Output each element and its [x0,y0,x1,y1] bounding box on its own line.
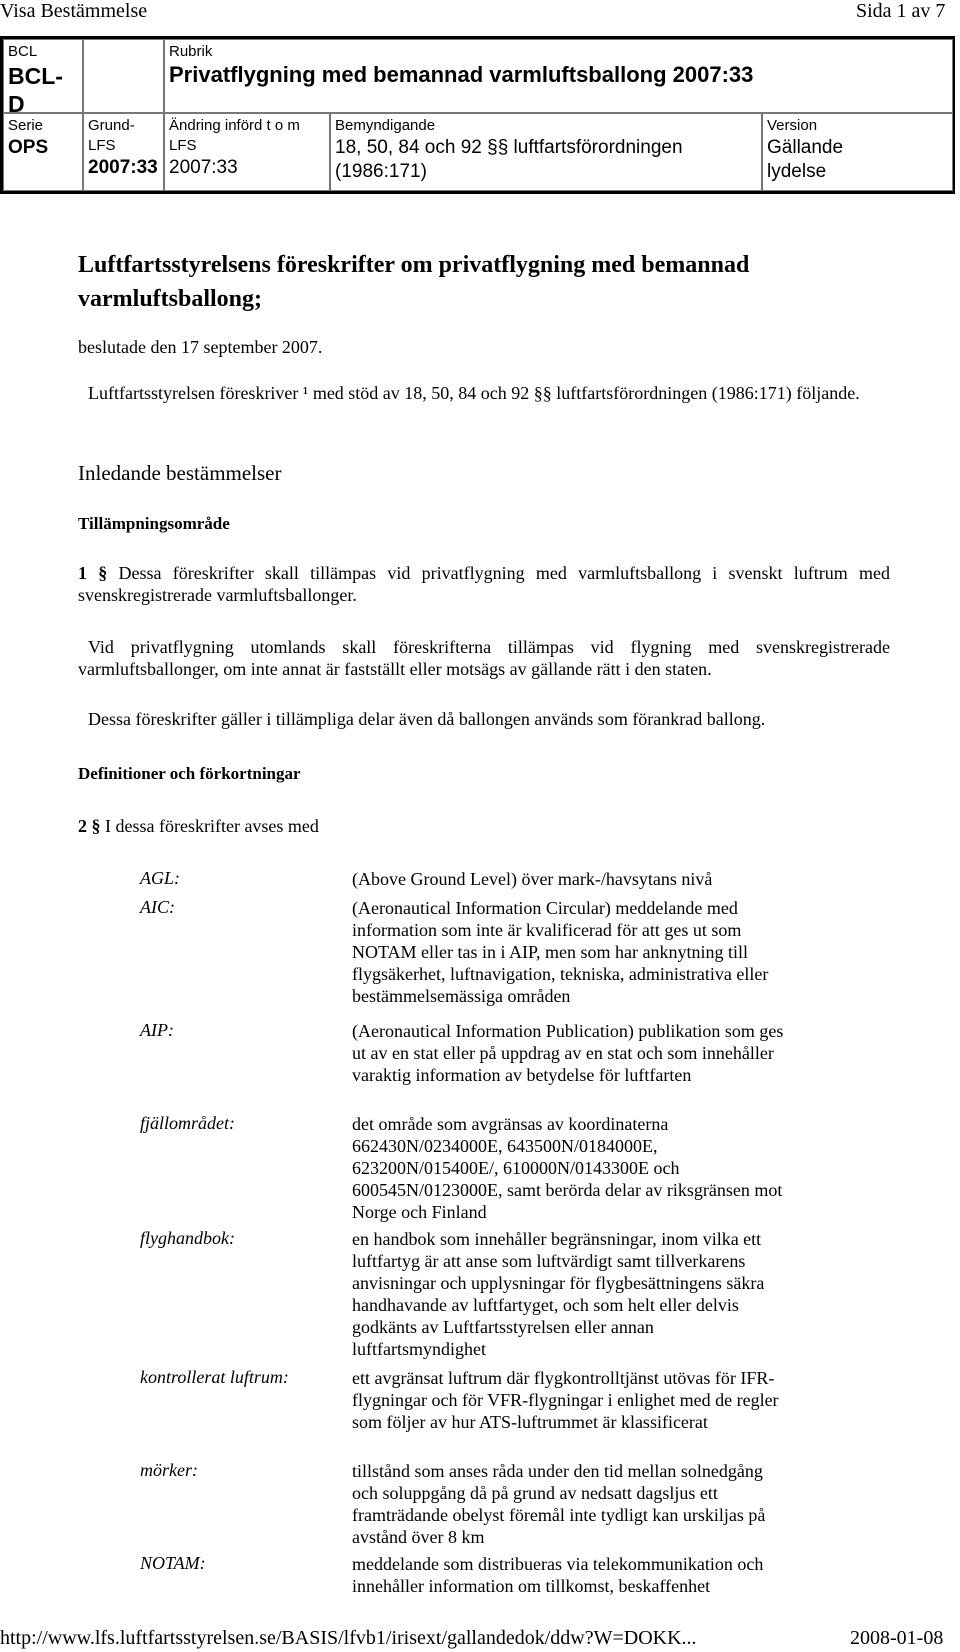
blank-cell [83,39,164,113]
andring-cell [164,113,330,191]
definition-term: NOTAM: [140,1553,206,1573]
bemyndigande-label: Bemyndigande [335,117,436,134]
print-date: 2008-01-08 [850,1627,944,1649]
definition-term: AIC: [140,897,175,917]
bemyndigande-value: 18, 50, 84 och 92 §§ luftfartsförordningen (1986:171) [335,137,683,182]
preamble: Luftfartsstyrelsen föreskriver ¹ med stöd av 18, 50, 84 och 92 §§ luftfartsförordningen (1986:171) följande. [88,383,860,403]
definition-text: ett avgränsat luftrum där flygkontrolltjänst utövas för IFR-flygningar och för VFR-flygningar i enlighet med de regler som följer av hur ATS-luftrummet är klassificerat [352,1368,779,1432]
definition-term: flyghandbok: [140,1228,235,1248]
definition-term: AIP: [140,1020,174,1040]
definition-text: det område som avgränsas av koordinaterna 662430N/0234000E, 643500N/0184000E, 623200N/015400E/, 610000N/0143300E och 600545N/0123000E, samt berörda delar av riksgränsen mot Norge och Finland [352,1114,783,1222]
section-heading-inledande: Inledande bestämmelser [78,461,282,485]
bemyndigande-cell [330,113,762,191]
andring-label: Ändring införd t o m LFS [169,117,300,154]
serie-cell [3,113,83,191]
page-number: Sida 1 av 7 [856,0,946,22]
rubrik-cell [164,39,953,113]
paragraph-1b: Vid privatflygning utomlands skall föreskrifterna tillämpas vid flygning med svenskregistrerade varmluftsballonger, om inte annat är fastställt eller motsägs av gällande rätt i den staten. [78,637,890,679]
paragraph-1 [78,562,890,606]
definition-text: (Aeronautical Information Circular) meddelande med information som inte är kvalificerad för att ges ut som NOTAM eller tas in i AIP, men som har anknytning till flygsäkerhet, luftnavigation, tekniska, administrativa eller bestämmelsemässiga områden [352,898,769,1006]
bcl-label: BCL [8,43,38,60]
paragraph-2 [78,815,890,837]
definition-text: tillstånd som anses råda under den tid mellan solnedgång och soluppgång då på grund av nedsatt dagsljus ett framträdande obelyst föremål inte tydligt kan urskiljas på avstånd över 8 km [352,1461,766,1547]
grund-value: 2007:33 [88,157,158,178]
definition-term: kontrollerat luftrum: [140,1367,289,1387]
paragraph-1-number: 1 § [78,563,108,583]
bcl-cell [3,39,83,113]
definition-text: meddelande som distribueras via telekommunikation och innehåller information om tillkomst, beskaffenhet [352,1554,764,1596]
grund-label: Grund-LFS [88,117,135,154]
andring-value: 2007:33 [169,157,238,178]
paragraph-2-text: I dessa föreskrifter avses med [105,816,319,836]
version-value: Gällande lydelse [767,137,844,182]
decided-date: beslutade den 17 september 2007. [78,337,323,357]
paragraph-1c: Dessa föreskrifter gäller i tillämpliga delar även då ballongen används som förankrad ballong. [88,709,766,729]
definition-term: AGL: [140,868,180,888]
definition-term: mörker: [140,1460,198,1480]
document-title: Luftfartsstyrelsens föreskrifter om privatflygning med bemannad varmluftsballong; [78,252,750,312]
definition-text: (Above Ground Level) över mark-/havsytans nivå [352,869,713,889]
definition-text: (Aeronautical Information Publication) publikation som ges ut av en stat eller på uppdrag av en stat och som innehåller varaktig information av betydelse för luftfarten [352,1021,784,1085]
bcl-value: BCL-D [8,63,63,113]
paragraph-1-text: Dessa föreskrifter skall tillämpas vid privatflygning med varmluftsballong i svenskt luftrum med svenskregistrerade varmluftsballonger. [78,563,891,605]
rubrik-label: Rubrik [169,43,213,60]
grund-cell [83,113,164,191]
version-cell [762,113,953,191]
serie-value: OPS [8,137,49,158]
paragraph-2-number: 2 § [78,816,101,836]
page-url-link[interactable]: http://www.lfs.luftfartsstyrelsen.se/BASIS/lfvb1/irisext/gallandedok/ddw?W=DOKK... [0,1627,697,1649]
definition-term: fjällområdet: [140,1113,235,1133]
definition-text: en handbok som innehåller begränsningar, inom vilka ett luftfartyg är att anse som luftvärdigt samt tillverkarens anvisningar och upplysningar för flygbesättningens säkra handhavande av luftfartyget, och som helt eller delvis godkänts av Luftfartsstyrelsen eller annan luftfartsmyndighet [352,1229,765,1359]
rubrik-value: Privatflygning med bemannad varmluftsballong 2007:33 [169,62,754,87]
version-label: Version [767,117,818,134]
metadata-table [0,36,955,194]
subheading-tillampningsomrade: Tillämpningsområde [78,514,230,533]
page-header-title: Visa Bestämmelse [0,0,148,22]
subheading-definitioner: Definitioner och förkortningar [78,764,301,783]
serie-label: Serie [8,117,44,134]
